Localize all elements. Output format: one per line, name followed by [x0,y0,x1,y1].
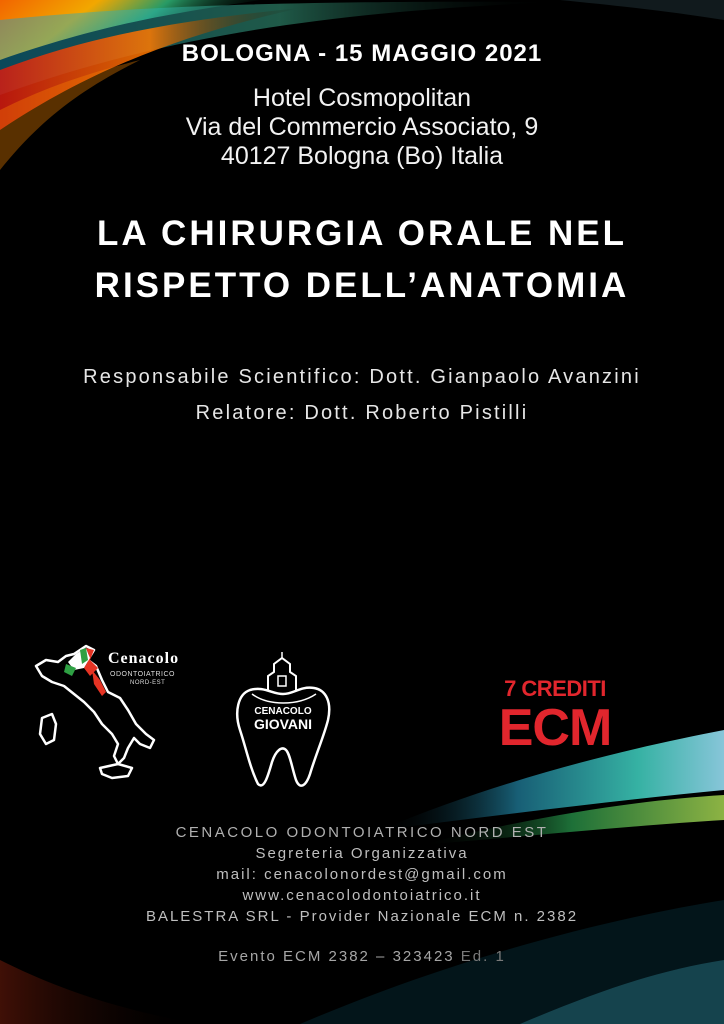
organizer-email: mail: cenacolonordest@gmail.com [216,866,508,883]
organizer-info [0,822,724,927]
speaker: Relatore: Dott. Roberto Pistilli [195,402,529,424]
credits-label: ECM [498,699,612,757]
cenacolo-logo-region: NORD-EST [130,680,166,686]
event-edition: Ed. 1 [460,948,506,965]
venue-line: Hotel Cosmopolitan [252,84,472,112]
event-date: BOLOGNA - 15 MAGGIO 2021 [181,40,543,67]
provider-line: BALESTRA SRL - Provider Nazionale ECM n. 2382 [145,908,579,925]
cenacolo-logo-name: Cenacolo [108,650,180,667]
credits-count: 7 CREDITI [504,676,606,701]
venue-address [0,84,724,171]
scientific-lead: Responsabile Scientifico: Dott. Gianpaolo Avanzini [83,366,641,388]
event-number: Evento ECM 2382 – 323423 [218,948,455,965]
cenacolo-logo-subtitle: ODONTOIATRICO [110,671,175,678]
organizer-role: Segreteria Organizzativa [255,845,469,862]
venue-line: 40127 Bologna (Bo) Italia [220,142,504,170]
title-line: LA CHIRURGIA ORALE NEL [96,214,628,253]
giovani-logo-line2: GIOVANI [253,716,313,732]
organizer-website: www.cenacolodontoiatrico.it [242,887,482,904]
title-line: RISPETTO DELL’ANATOMIA [94,266,630,305]
event-title [0,208,724,312]
venue-line: Via del Commercio Associato, 9 [185,113,539,141]
event-code [0,948,724,965]
giovani-logo-line1: CENACOLO [254,706,312,717]
organizer-name: CENACOLO ODONTOIATRICO NORD EST [175,824,549,841]
